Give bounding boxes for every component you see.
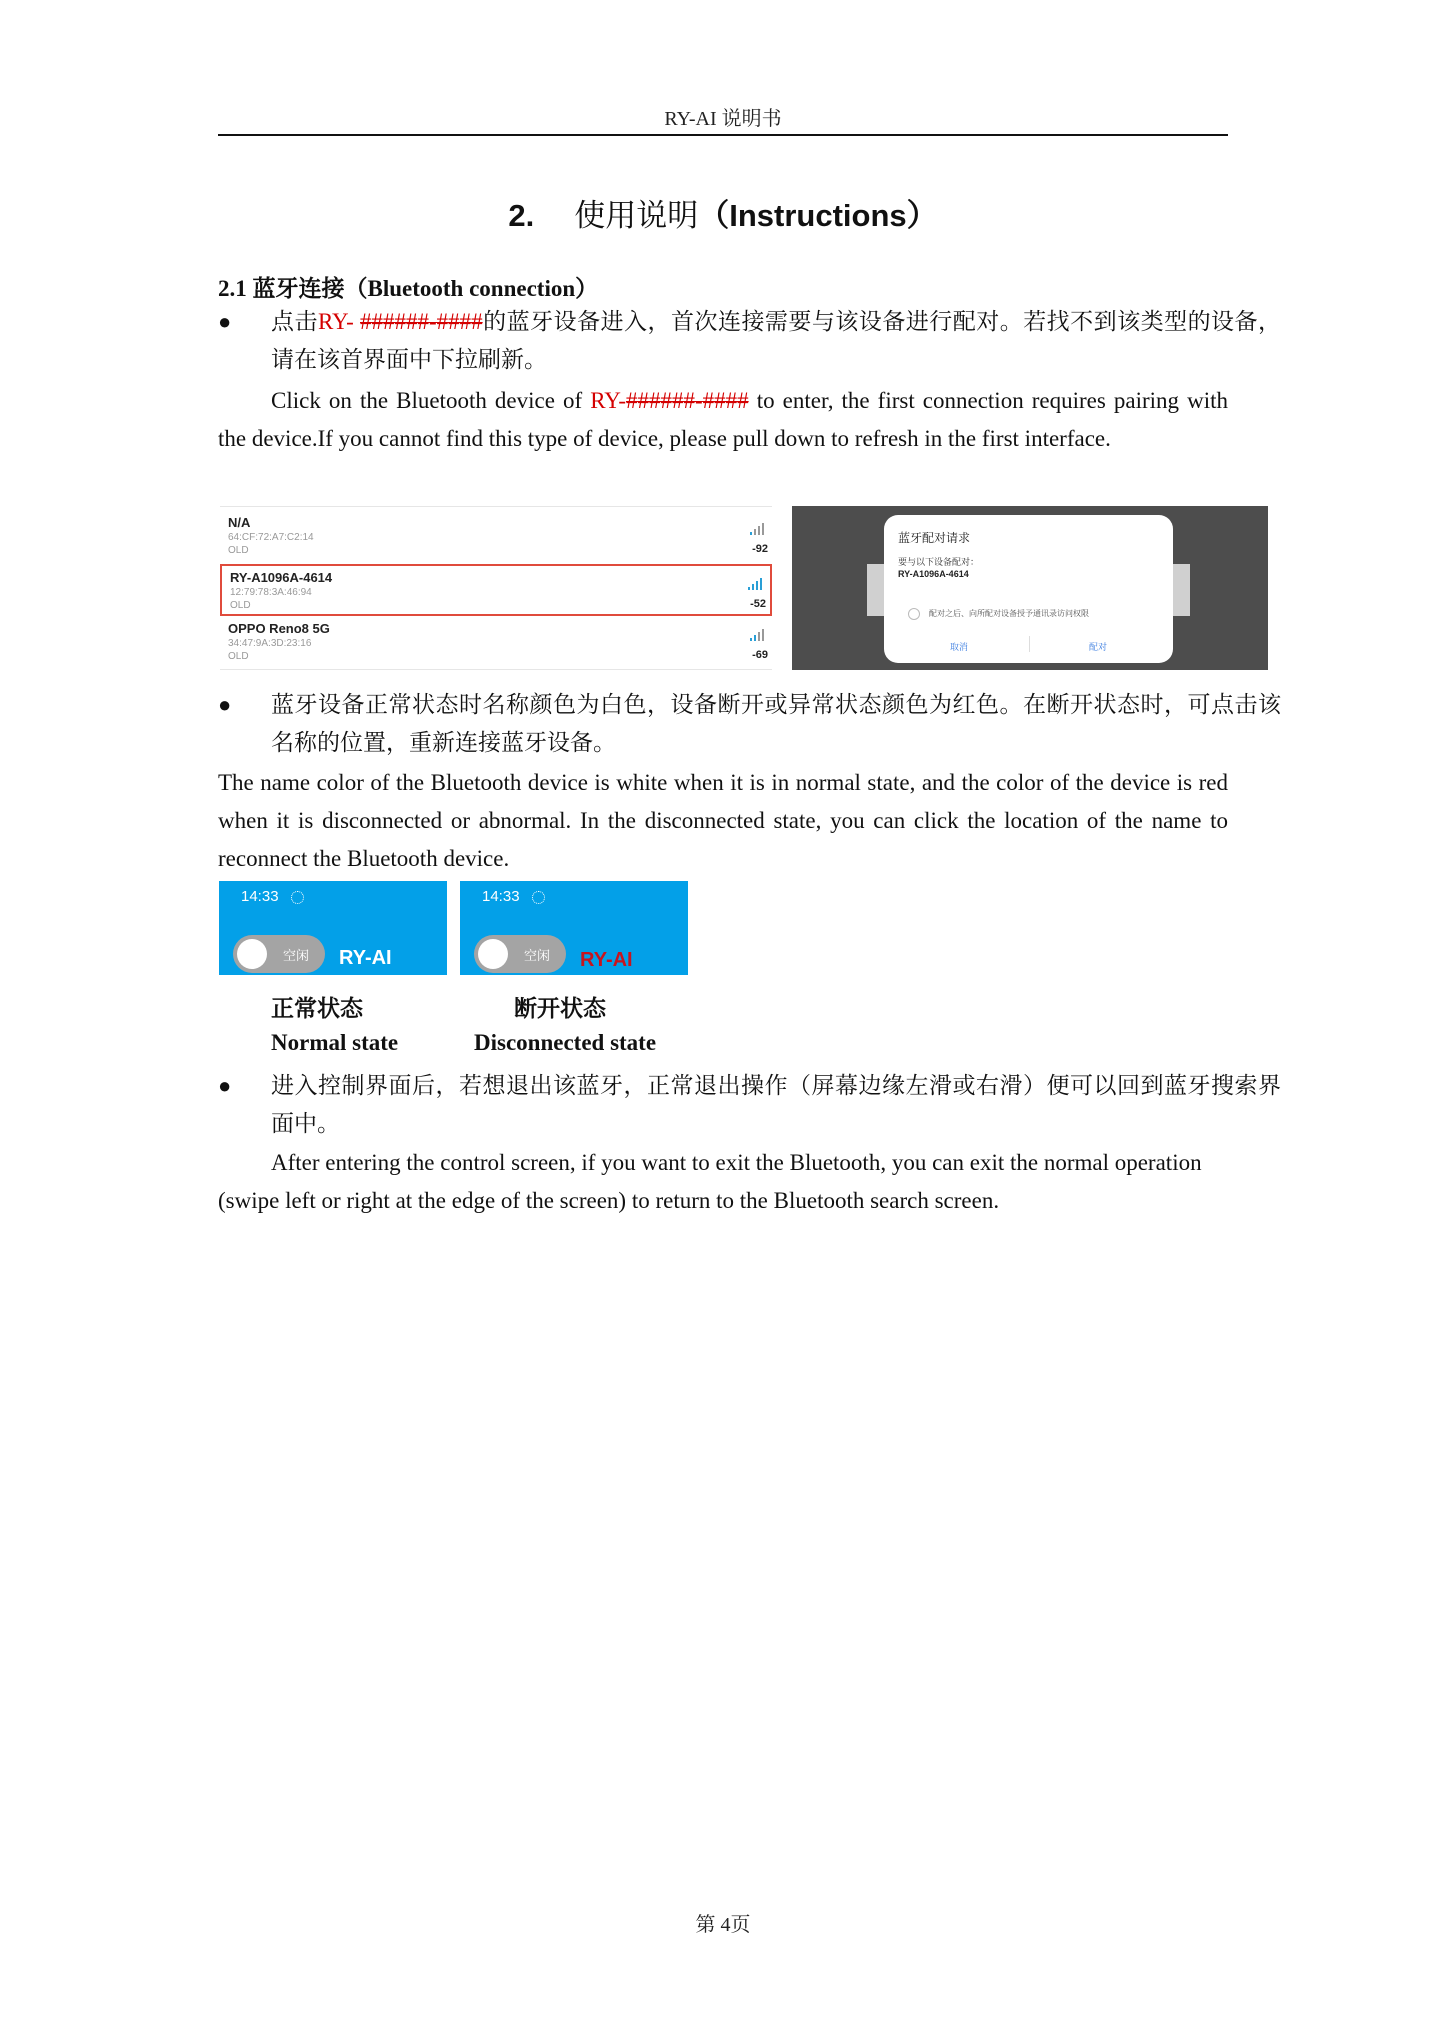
idle-toggle[interactable]: 空闲 bbox=[233, 935, 325, 973]
idle-toggle[interactable]: 空闲 bbox=[474, 935, 566, 973]
toggle-knob bbox=[478, 939, 508, 969]
contacts-access-label: 配对之后、向所配对设备授予通讯录访问权限 bbox=[929, 609, 1089, 618]
signal-icon bbox=[748, 576, 766, 590]
bullet-1-cn: ● 点击RY- ######-####的蓝牙设备进入，首次连接需要与该设备进行配对。若找不到该类型的设备，请在该首界面中下拉刷新。 bbox=[218, 303, 1281, 379]
dialog-device-name: RY-A1096A-4614 bbox=[898, 569, 969, 579]
pairing-dialog-screenshot bbox=[792, 506, 1268, 670]
caption-normal-en: Normal state bbox=[271, 1030, 399, 1055]
device-prefix: RY- bbox=[317, 309, 360, 334]
subsection-title-cn: 蓝牙连接 bbox=[252, 276, 345, 302]
device-list-screenshot bbox=[220, 506, 772, 670]
device-name-normal[interactable]: RY-AI bbox=[339, 947, 392, 969]
section-title-en: （Instructions） bbox=[698, 198, 938, 233]
normal-state-screenshot: 14:33 空闲 RY-AI bbox=[219, 881, 447, 975]
section-title-cn: 使用说明 bbox=[574, 198, 699, 234]
dialog-subtitle: 要与以下设备配对： bbox=[898, 558, 980, 568]
section-number: 2. bbox=[508, 198, 535, 233]
button-divider bbox=[1029, 636, 1030, 652]
dialog-title: 蓝牙配对请求 bbox=[898, 531, 971, 545]
page-header: RY-AI 说明书 bbox=[664, 108, 782, 130]
bullet-icon: ● bbox=[218, 692, 232, 717]
cancel-button[interactable]: 取消 bbox=[950, 643, 969, 653]
bullet-3-cn: ● 进入控制界面后，若想退出该蓝牙，正常退出操作（屏幕边缘左滑或右滑）便可以回到蓝牙搜索界面中。 bbox=[218, 1067, 1281, 1143]
signal-icon bbox=[750, 521, 768, 535]
caption-disconnected-cn: 断开状态 bbox=[514, 996, 606, 1022]
bullet-2-cn: ● 蓝牙设备正常状态时名称颜色为白色，设备断开或异常状态颜色为红色。在断开状态时，可点击该名称的位置，重新连接蓝牙设备。 bbox=[218, 686, 1281, 762]
device-row-selected[interactable]: RY-A1096A-4614 12:79:78:3A:46:94 OLD -52 bbox=[220, 564, 772, 616]
disconnected-state-screenshot: 14:33 空闲 RY-AI bbox=[460, 881, 688, 975]
signal-icon bbox=[750, 627, 768, 641]
bullet-1-en: Click on the Bluetooth device of RY-######-#### to enter, the first connection requires pairing with the device.If you cannot find this type of device, please pull down to refresh in the first interface. bbox=[218, 388, 1228, 451]
bullet-icon: ● bbox=[218, 1073, 232, 1098]
device-row[interactable]: N/A 64:CF:72:A7:C2:14 OLD -92 bbox=[228, 515, 768, 556]
page-number: 第 4页 bbox=[695, 1914, 751, 1936]
pair-button[interactable]: 配对 bbox=[1089, 643, 1108, 653]
subsection-number: 2.1 bbox=[218, 276, 247, 301]
toggle-knob bbox=[237, 939, 267, 969]
globe-icon bbox=[291, 891, 304, 904]
device-name-disconnected[interactable]: RY-AI bbox=[580, 949, 633, 971]
bullet-2-en: The name color of the Bluetooth device is white when it is in normal state, and the color of the device is red when it is disconnected or abnormal. In the disconnected state, you can click the location of the name to reconnect the Bluetooth device. bbox=[218, 770, 1228, 871]
contacts-access-radio[interactable] bbox=[908, 608, 920, 620]
section-title bbox=[218, 190, 1228, 235]
caption-normal-cn: 正常状态 bbox=[271, 996, 363, 1022]
device-hash: ######-#### bbox=[360, 309, 483, 334]
subsection-title-en: （Bluetooth connection） bbox=[344, 276, 599, 301]
globe-icon bbox=[532, 891, 545, 904]
bullet-icon: ● bbox=[218, 309, 232, 334]
caption-disconnected-en: Disconnected state bbox=[474, 1030, 657, 1055]
bullet-3-en: After entering the control screen, if you want to exit the Bluetooth, you can exit the normal operation (swipe left or right at the edge of the screen) to return to the Bluetooth search screen. bbox=[218, 1150, 1202, 1213]
subsection-title bbox=[218, 270, 598, 303]
pairing-dialog bbox=[884, 515, 1173, 663]
header-divider bbox=[218, 134, 1228, 136]
device-row[interactable]: OPPO Reno8 5G 34:47:9A:3D:23:16 OLD -69 bbox=[228, 621, 768, 662]
